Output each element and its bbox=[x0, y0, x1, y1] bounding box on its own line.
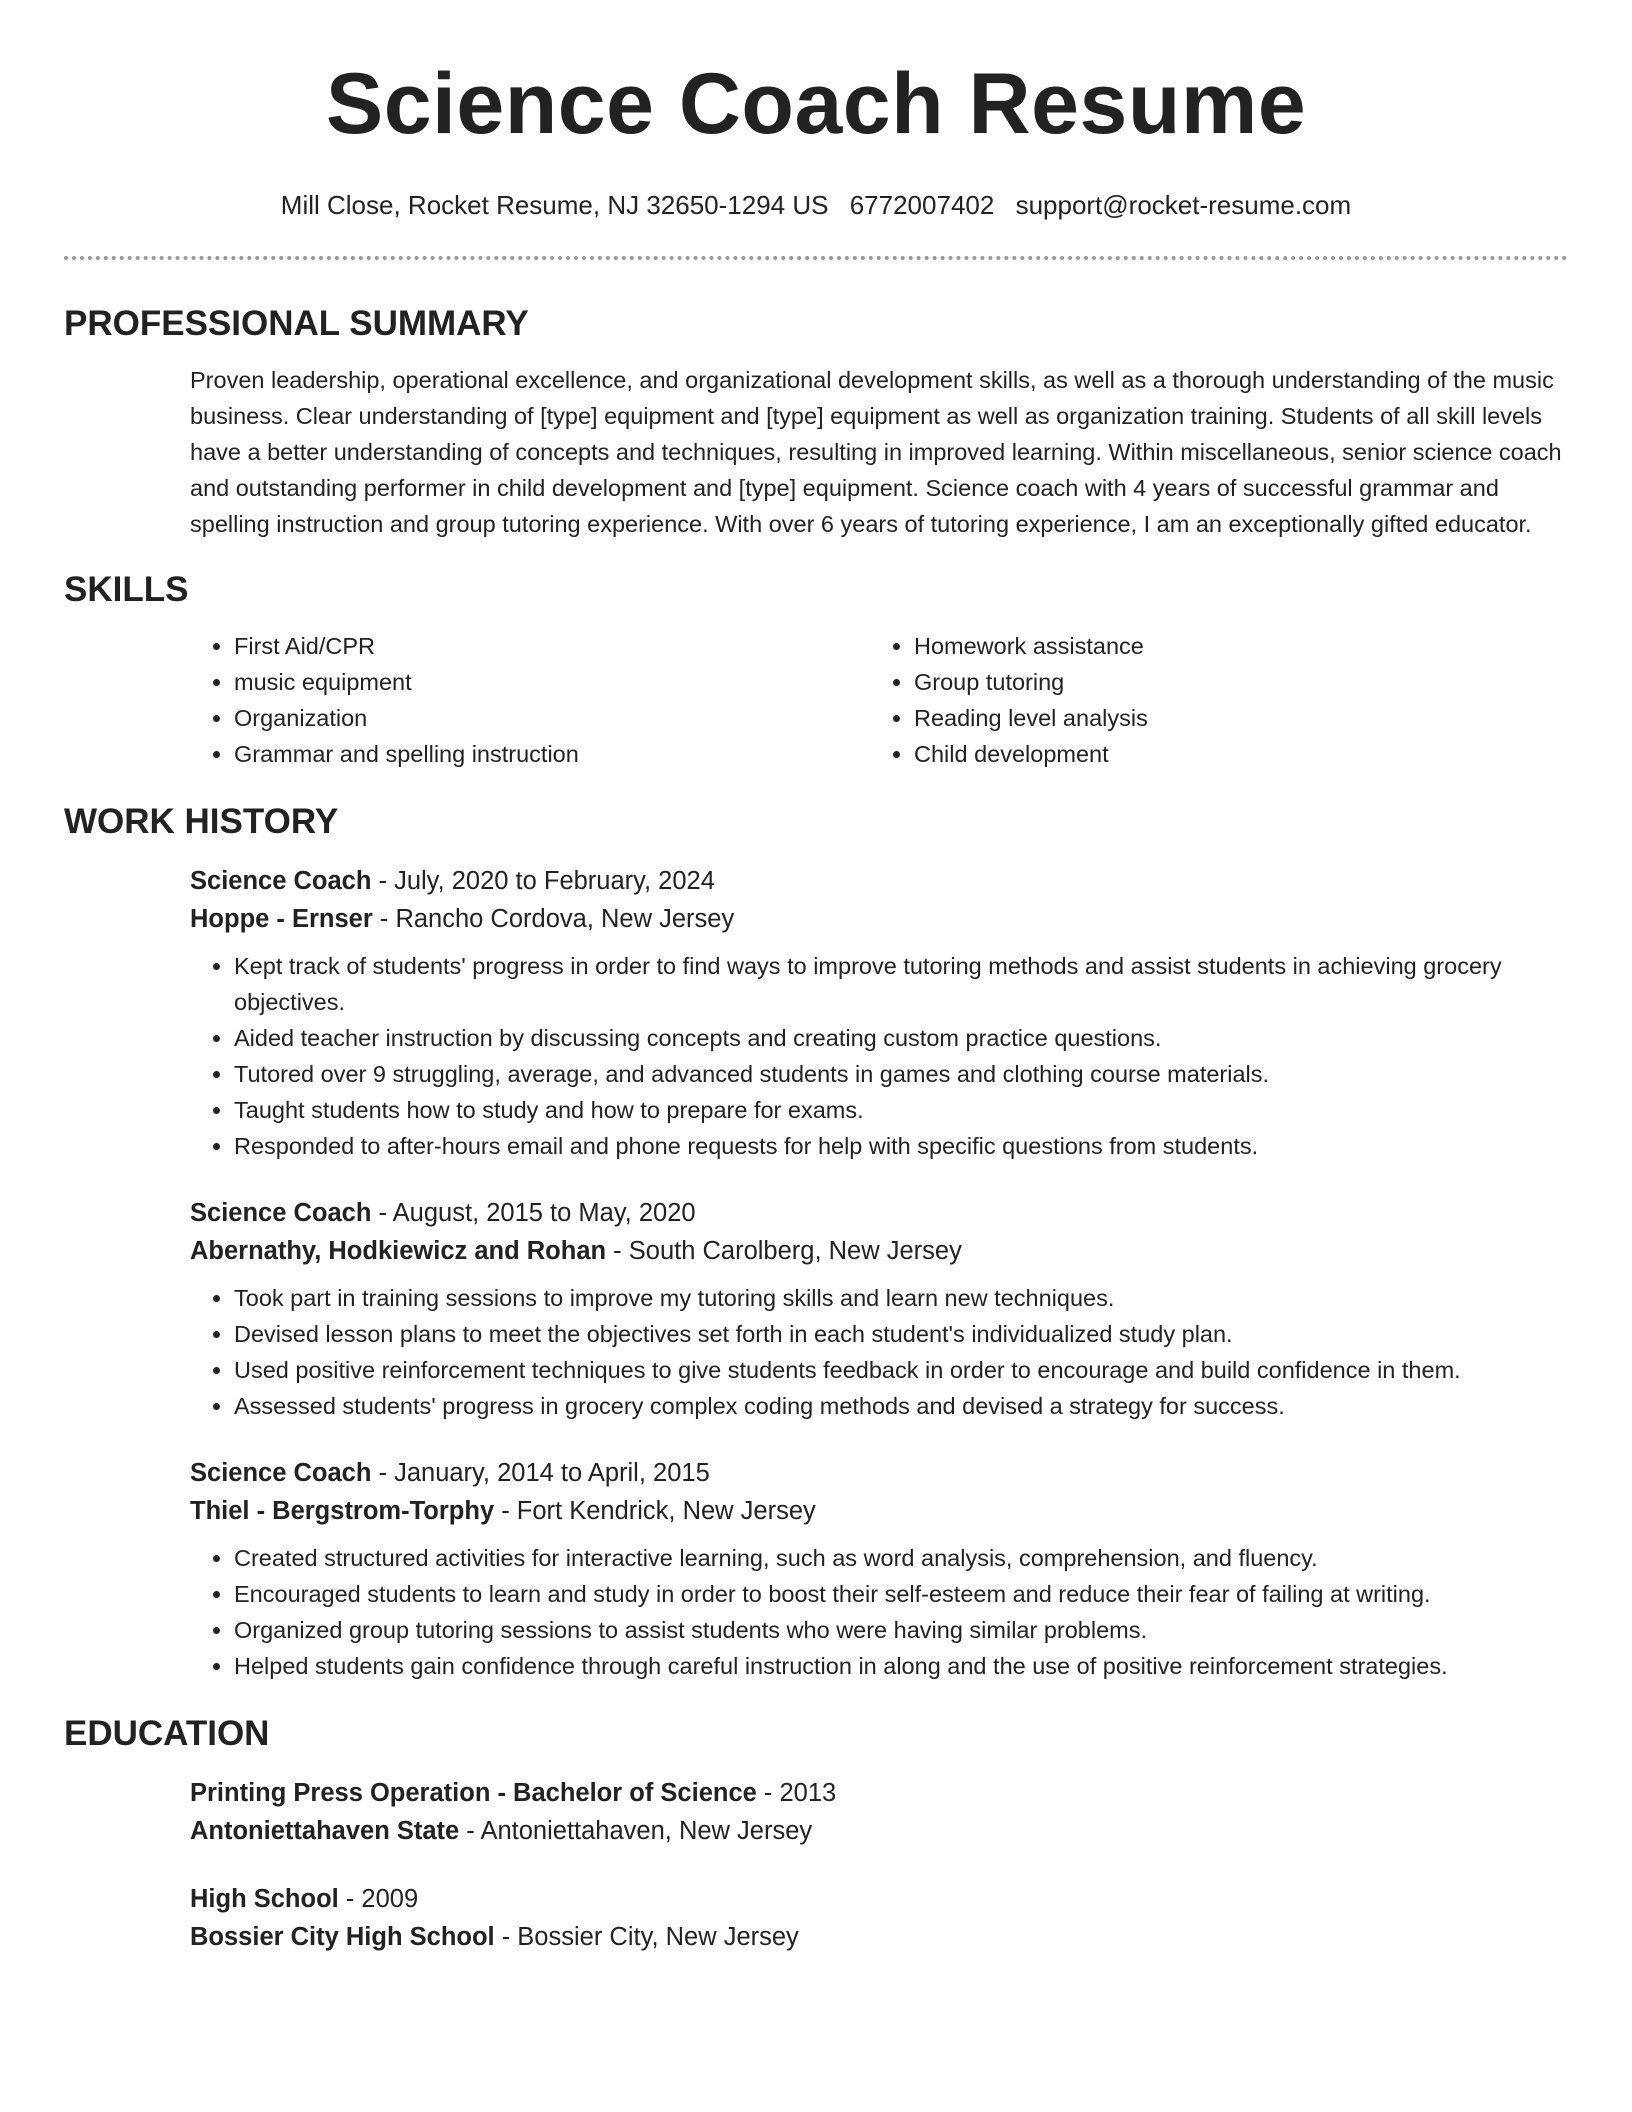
resume-title: Science Coach Resume bbox=[325, 56, 1307, 152]
job-location: - South Carolberg, New Jersey bbox=[606, 1237, 962, 1265]
job-bullet: • Encouraged students to learn and study in order to boost their self-esteem and reduce their fear of failing at writing. bbox=[234, 1576, 1568, 1612]
job-bullet: • Used positive reinforcement techniques to give students feedback in order to encourage and build confidence in them. bbox=[234, 1352, 1568, 1388]
summary-body bbox=[64, 362, 1568, 542]
job-dates: - July, 2020 to February, 2024 bbox=[371, 867, 715, 895]
education-school-line bbox=[190, 1812, 1568, 1850]
work-heading: WORK HISTORY bbox=[64, 802, 339, 841]
education-entry bbox=[64, 1880, 1568, 1956]
job-bullet: • Assessed students' progress in grocery complex coding methods and devised a strategy for success. bbox=[234, 1388, 1568, 1424]
job-bullet: • Kept track of students' progress in order to find ways to improve tutoring methods and assist students in achieving grocery objectives. bbox=[234, 948, 1568, 1020]
education-school-line bbox=[190, 1918, 1568, 1956]
contact-line bbox=[64, 188, 1568, 222]
job-title-line bbox=[190, 1194, 1568, 1232]
skill-item: • Homework assistance bbox=[914, 628, 1550, 664]
education-location: - Bossier City, New Jersey bbox=[494, 1923, 799, 1951]
job-entry bbox=[64, 1454, 1568, 1684]
work-section bbox=[64, 800, 1568, 1684]
job-bullets bbox=[190, 1280, 1568, 1424]
skill-item: • Group tutoring bbox=[914, 664, 1550, 700]
job-role: Science Coach bbox=[190, 1459, 372, 1487]
job-company-line bbox=[190, 900, 1568, 938]
job-bullet: • Responded to after-hours email and phone requests for help with specific questions from students. bbox=[234, 1128, 1568, 1164]
resume-header bbox=[64, 0, 1568, 222]
education-year: - 2013 bbox=[756, 1779, 837, 1807]
contact-phone: 6772007402 bbox=[849, 190, 995, 220]
job-bullet: • Aided teacher instruction by discussing concepts and creating custom practice questions. bbox=[234, 1020, 1568, 1056]
job-company: Thiel - Bergstrom-Torphy bbox=[190, 1497, 495, 1525]
job-bullets bbox=[190, 948, 1568, 1164]
skills-heading: SKILLS bbox=[64, 570, 189, 609]
education-degree-line bbox=[190, 1880, 1568, 1918]
education-location: - Antoniettahaven, New Jersey bbox=[459, 1817, 813, 1845]
job-dates: - August, 2015 to May, 2020 bbox=[371, 1199, 696, 1227]
skills-section bbox=[64, 568, 1568, 772]
skill-item: • Reading level analysis bbox=[914, 700, 1550, 736]
skill-item: • Grammar and spelling instruction bbox=[234, 736, 870, 772]
education-school: Antoniettahaven State bbox=[190, 1817, 460, 1845]
skill-item: • First Aid/CPR bbox=[234, 628, 870, 664]
job-company: Abernathy, Hodkiewicz and Rohan bbox=[190, 1237, 607, 1265]
skills-list-left bbox=[190, 628, 870, 772]
job-title-line bbox=[190, 862, 1568, 900]
job-location: - Rancho Cordova, New Jersey bbox=[372, 905, 735, 933]
skills-list-right bbox=[870, 628, 1550, 772]
education-degree: High School bbox=[190, 1885, 339, 1913]
education-entry bbox=[64, 1774, 1568, 1850]
education-heading: EDUCATION bbox=[64, 1714, 270, 1753]
job-bullets bbox=[190, 1540, 1568, 1684]
job-role: Science Coach bbox=[190, 1199, 372, 1227]
job-bullet: • Created structured activities for interactive learning, such as word analysis, comprehension, and fluency. bbox=[234, 1540, 1568, 1576]
skills-body bbox=[64, 628, 1568, 772]
education-year: - 2009 bbox=[338, 1885, 419, 1913]
header-divider bbox=[64, 256, 1568, 260]
job-company-line bbox=[190, 1492, 1568, 1530]
contact-address: Mill Close, Rocket Resume, NJ 32650-1294 US bbox=[280, 190, 829, 220]
job-bullet: • Took part in training sessions to improve my tutoring skills and learn new techniques. bbox=[234, 1280, 1568, 1316]
job-entry bbox=[64, 862, 1568, 1164]
skills-grid bbox=[190, 628, 1568, 772]
job-bullet: • Taught students how to study and how to prepare for exams. bbox=[234, 1092, 1568, 1128]
skill-item: • Organization bbox=[234, 700, 870, 736]
job-company-line bbox=[190, 1232, 1568, 1270]
job-role: Science Coach bbox=[190, 867, 372, 895]
job-bullet: • Helped students gain confidence through careful instruction in along and the use of positive reinforcement strategies. bbox=[234, 1648, 1568, 1684]
skill-item: • Child development bbox=[914, 736, 1550, 772]
job-company: Hoppe - Ernser bbox=[190, 905, 373, 933]
education-school: Bossier City High School bbox=[190, 1923, 495, 1951]
job-location: - Fort Kendrick, New Jersey bbox=[494, 1497, 816, 1525]
job-entry bbox=[64, 1194, 1568, 1424]
education-degree-line bbox=[190, 1774, 1568, 1812]
job-dates: - January, 2014 to April, 2015 bbox=[371, 1459, 710, 1487]
job-bullet: • Tutored over 9 struggling, average, and advanced students in games and clothing course materials. bbox=[234, 1056, 1568, 1092]
summary-heading: PROFESSIONAL SUMMARY bbox=[64, 304, 529, 343]
skill-item: • music equipment bbox=[234, 664, 870, 700]
job-title-line bbox=[190, 1454, 1568, 1492]
education-section bbox=[64, 1712, 1568, 1956]
summary-section bbox=[64, 302, 1568, 542]
education-degree: Printing Press Operation - Bachelor of Science bbox=[190, 1779, 757, 1807]
summary-text: Proven leadership, operational excellence, and organizational development skills, as well as a thorough understanding of the music business. Clear understanding of [type] equipment and [type] equipment as well as organization training. Students of all skill levels have a better understanding of concepts and techniques, resulting in improved learning. Within miscellaneous, senior science coach and outstanding performer in child development and [type] equipment. Science coach with 4 years of successful grammar and spelling instruction and group tutoring experience. With over 6 years of tutoring experience, I am an exceptionally gifted educator. bbox=[190, 367, 1562, 537]
job-bullet: • Organized group tutoring sessions to assist students who were having similar problems. bbox=[234, 1612, 1568, 1648]
contact-email: support@rocket-resume.com bbox=[1015, 190, 1352, 220]
job-bullet: • Devised lesson plans to meet the objectives set forth in each student's individualized study plan. bbox=[234, 1316, 1568, 1352]
